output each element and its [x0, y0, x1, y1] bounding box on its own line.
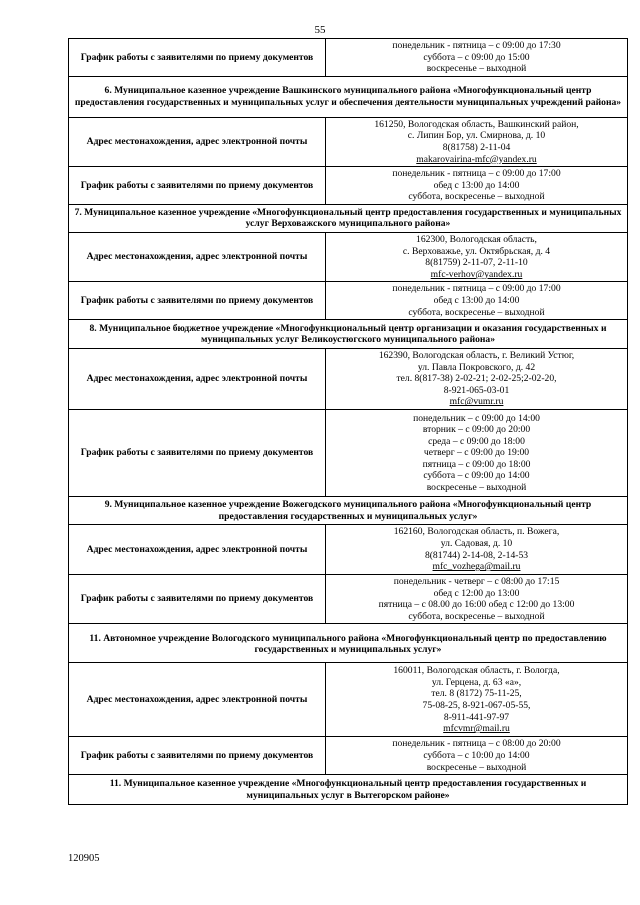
field-value: [326, 663, 628, 737]
field-label: График работы с заявителями по приему документов: [69, 167, 326, 205]
value-line: 160011, Вологодская область, г. Вологда,: [393, 665, 560, 677]
field-value: [326, 410, 628, 497]
value-line: ул. Садовая, д. 10: [440, 538, 513, 549]
field-value: [326, 575, 628, 624]
page-number: 55: [314, 24, 326, 36]
info-row: [69, 167, 628, 205]
section-header-row: [69, 775, 628, 805]
field-label: Адрес местонахождения, адрес электронной почты: [69, 232, 326, 281]
value-line: 161250, Вологодская область, Вашкинский район,: [374, 118, 579, 130]
value-line: суббота, воскресенье – выходной: [408, 191, 545, 203]
field-value: [326, 349, 628, 410]
mfc-table: [68, 38, 628, 805]
section-header-row: [69, 204, 628, 232]
value-line: воскресенье – выходной: [426, 482, 527, 494]
value-line: 8(81759) 2-11-07, 2-11-10: [425, 257, 528, 269]
info-row: [69, 410, 628, 497]
value-line: четверг – с 09:00 до 19:00: [423, 447, 530, 459]
email-text: mfc@vumr.ru: [449, 396, 504, 408]
info-row: [69, 349, 628, 410]
value-line: обед с 13:00 до 14:00: [433, 294, 520, 306]
field-label: График работы с заявителями по приему документов: [69, 39, 326, 77]
field-label: Адрес местонахождения, адрес электронной почты: [69, 525, 326, 575]
info-row: [69, 232, 628, 281]
value-line: с. Верховажье, ул. Октябрьская, д. 4: [402, 245, 551, 257]
value-line: суббота – с 10:00 до 14:00: [423, 750, 530, 762]
value-line: воскресенье – выходной: [426, 63, 527, 75]
info-row: [69, 525, 628, 575]
value-line: вторник – с 09:00 до 20:00: [422, 424, 531, 436]
email-text: makarovairina-mfc@yandex.ru: [416, 153, 537, 165]
value-line: пятница – с 09:00 до 18:00: [422, 458, 531, 470]
info-row: [69, 663, 628, 737]
field-value: [326, 117, 628, 166]
info-row: [69, 117, 628, 166]
value-line: пятница – с 08.00 до 16:00 обед с 12:00 до 13:00: [378, 599, 575, 611]
value-line: с. Липин Бор, ул. Смирнова, д. 10: [407, 130, 546, 142]
value-line: ул. Герцена, д. 63 «а»,: [431, 676, 522, 688]
section-header-row: [69, 624, 628, 663]
value-line: суббота – с 09:00 до 15:00: [423, 51, 530, 63]
section-title: 8. Муниципальное бюджетное учреждение «Многофункциональный центр организации и оказания государственных и муниципальных услуг Великоустюгского муниципального района»: [69, 320, 628, 349]
value-line: суббота, воскресенье – выходной: [408, 610, 545, 622]
field-label: Адрес местонахождения, адрес электронной почты: [69, 117, 326, 166]
field-label: График работы с заявителями по приему документов: [69, 282, 326, 320]
value-line: тел. 8 (8172) 75-11-25,: [431, 688, 522, 700]
field-value: [326, 525, 628, 575]
value-line: понедельник - пятница – с 09:00 до 17:00: [392, 168, 561, 180]
info-row: [69, 39, 628, 77]
field-label: График работы с заявителями по приему документов: [69, 410, 326, 497]
section-title: 9. Муниципальное казенное учреждение Вожегодского муниципального района «Многофункциональный центр предоставления государственных и муниципальных услуг»: [69, 497, 628, 525]
value-line: понедельник - пятница – с 09:00 до 17:00: [392, 283, 561, 295]
field-value: [326, 39, 628, 77]
value-line: понедельник - пятница – с 09:00 до 17:30: [392, 40, 561, 51]
field-value: [326, 232, 628, 281]
value-line: 162300, Вологодская область,: [416, 233, 537, 245]
value-line: понедельник – с 09:00 до 14:00: [413, 412, 540, 424]
field-label: Адрес местонахождения, адрес электронной почты: [69, 349, 326, 410]
section-title: 6. Муниципальное казенное учреждение Вашкинского муниципального района «Многофункциональный центр предоставления государственных и муниципальных услуг и обеспечения деятельности муниципальных учреждений района»: [69, 76, 628, 117]
info-row: [69, 737, 628, 775]
email-text: mfc-verhov@yandex.ru: [430, 268, 523, 280]
value-line: понедельник - пятница – с 08:00 до 20:00: [392, 738, 561, 750]
field-label: График работы с заявителями по приему документов: [69, 737, 326, 775]
field-label: Адрес местонахождения, адрес электронной почты: [69, 663, 326, 737]
field-value: [326, 282, 628, 320]
value-line: среда – с 09:00 до 18:00: [428, 435, 525, 447]
document-code: 120905: [68, 853, 100, 864]
field-label: График работы с заявителями по приему документов: [69, 575, 326, 624]
info-row: [69, 282, 628, 320]
section-title: 11. Автономное учреждение Вологодского муниципального района «Многофункциональный центр по предоставлению государственных и муниципальных услуг»: [69, 624, 628, 663]
email-text: mfcvmr@mail.ru: [443, 723, 510, 735]
section-header-row: [69, 320, 628, 349]
section-title: 7. Муниципальное казенное учреждение «Многофункциональный центр предоставления государственных и муниципальных услуг Верховажского муниципального района»: [69, 204, 628, 232]
value-line: обед с 12:00 до 13:00: [433, 587, 520, 599]
value-line: воскресенье – выходной: [426, 761, 527, 773]
email-text: mfc_vozhega@mail.ru: [432, 561, 521, 573]
field-value: [326, 167, 628, 205]
section-header-row: [69, 497, 628, 525]
value-line: ул. Павла Покровского, д. 42: [417, 361, 536, 373]
value-line: 75-08-25, 8-921-067-05-55,: [422, 699, 531, 711]
field-value: [326, 737, 628, 775]
value-line: 8(81744) 2-14-08, 2-14-53: [424, 549, 529, 561]
value-line: обед с 13:00 до 14:00: [433, 179, 520, 191]
value-line: понедельник - четверг – с 08:00 до 17:15: [393, 576, 560, 588]
value-line: тел. 8(817-38) 2-02-21; 2-02-25;2-02-20,: [396, 373, 557, 385]
section-header-row: [69, 76, 628, 117]
value-line: суббота, воскресенье – выходной: [408, 306, 545, 318]
value-line: 162160, Вологодская область, п. Вожега,: [393, 526, 560, 538]
value-line: 8-911-441-97-97: [443, 711, 510, 723]
value-line: 8(81758) 2-11-04: [442, 141, 511, 153]
info-row: [69, 575, 628, 624]
value-line: суббота – с 09:00 до 14:00: [423, 470, 530, 482]
section-title: 11. Муниципальное казенное учреждение «Многофункциональный центр предоставления государственных и муниципальных услуг в Вытегорском районе»: [69, 775, 628, 805]
value-line: 162390, Вологодская область, г. Великий Устюг,: [378, 350, 575, 362]
value-line: 8-921-065-03-01: [443, 384, 510, 396]
